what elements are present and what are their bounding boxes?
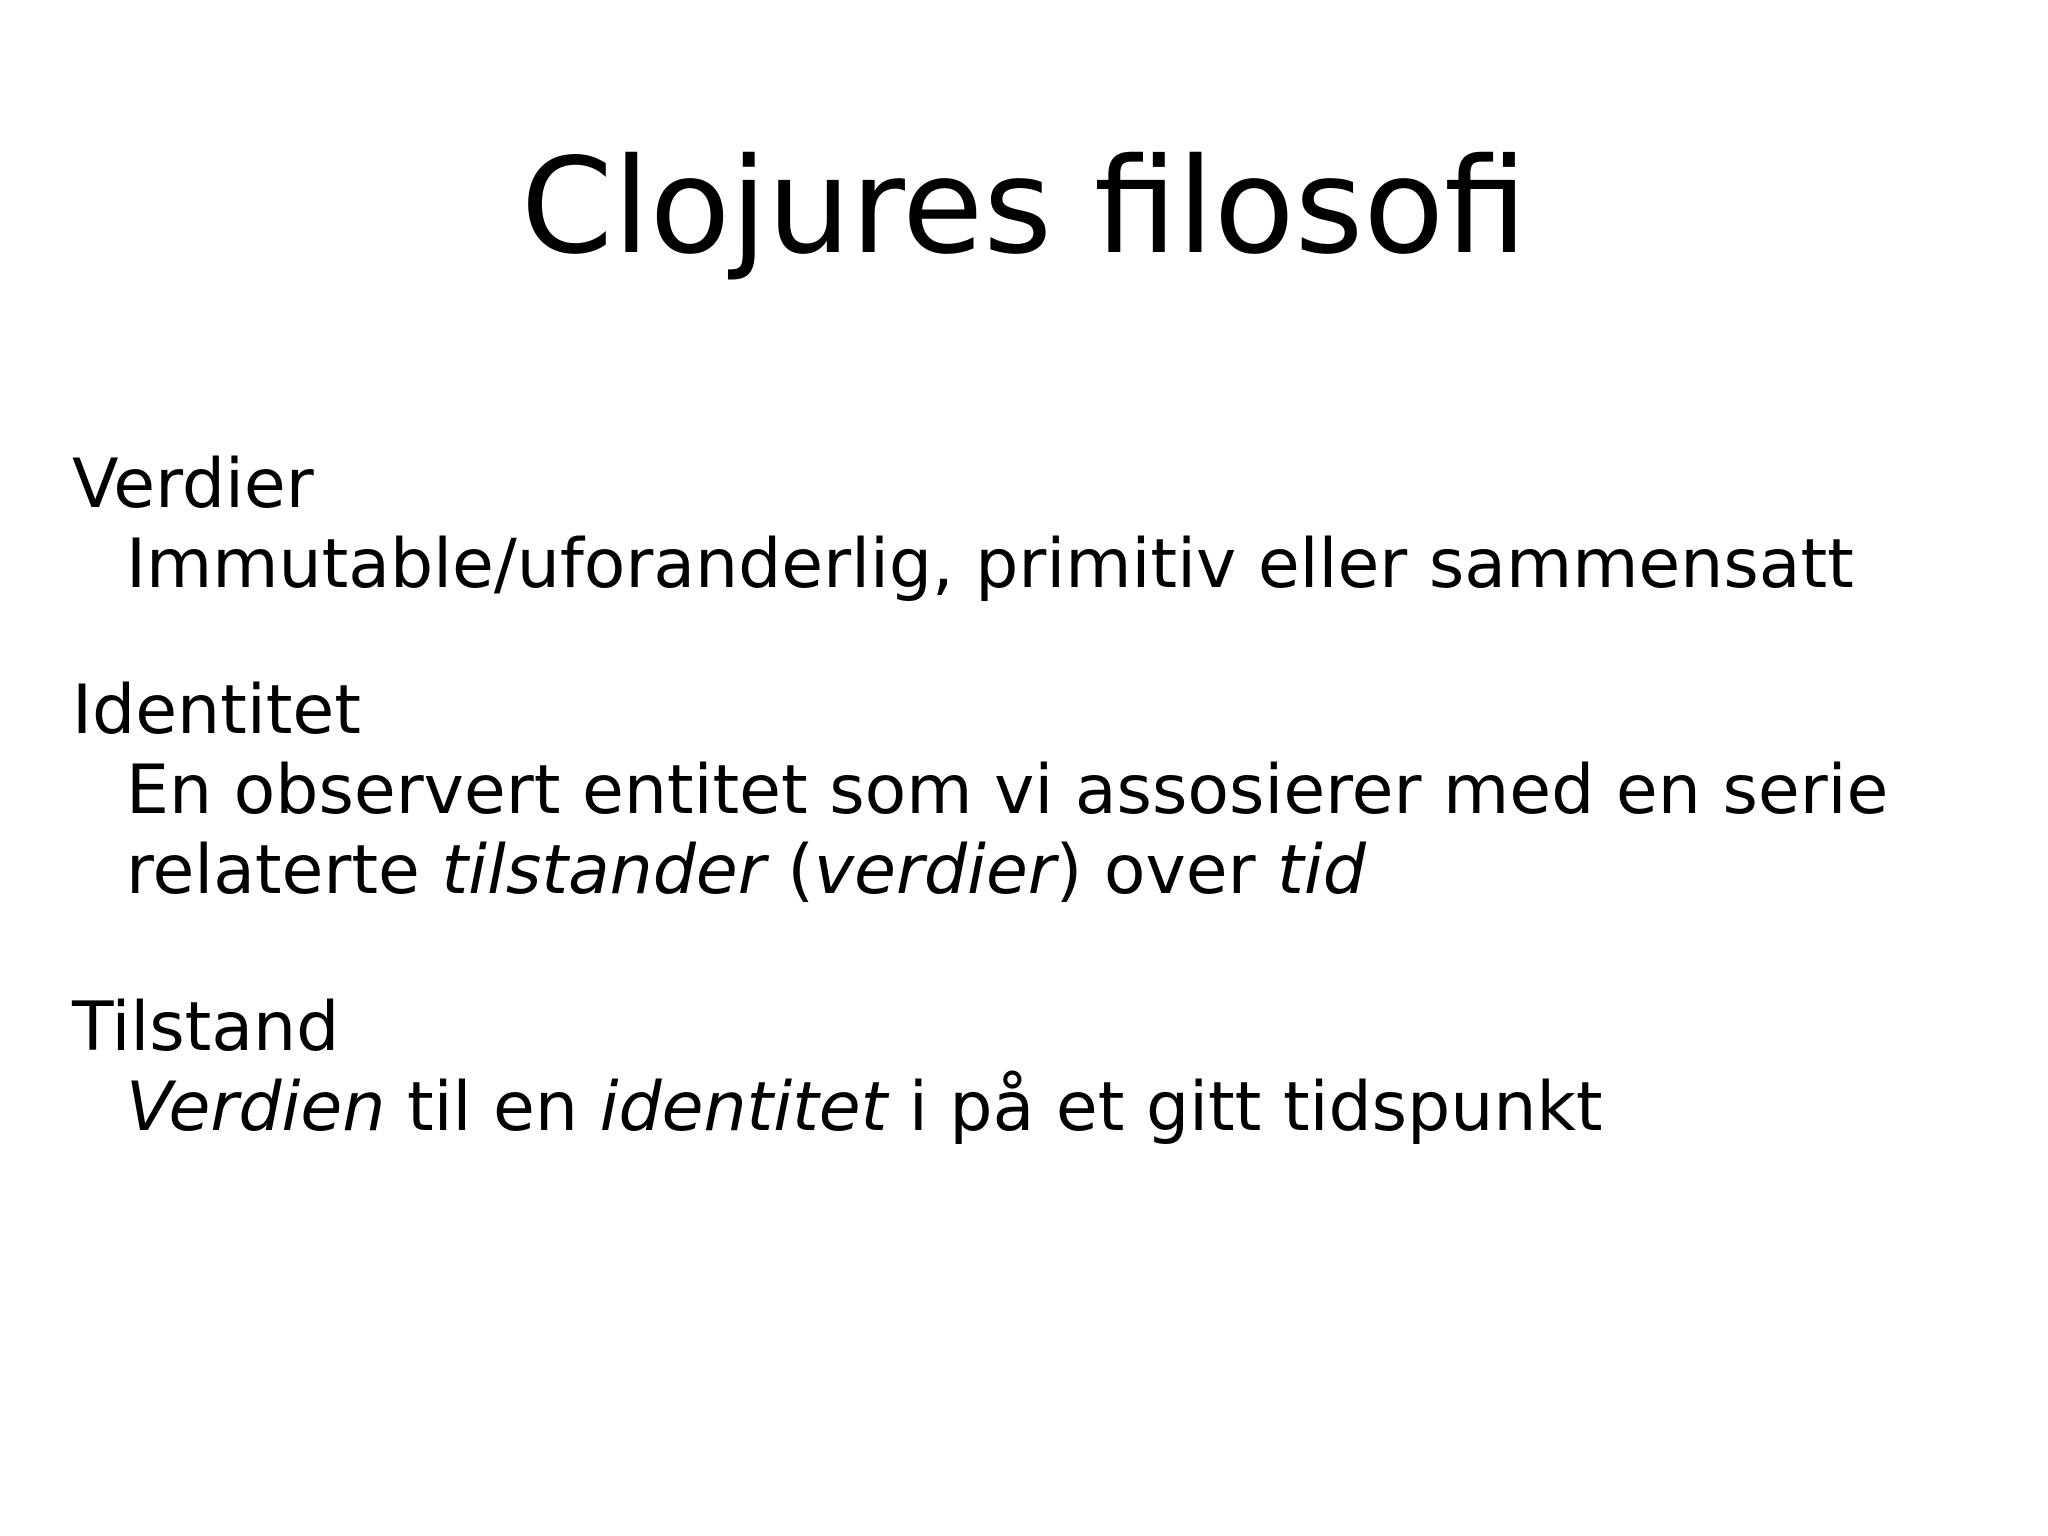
term-identitet: Identitet [72, 671, 361, 750]
definition-identitet-line-1 [126, 751, 1888, 831]
emphasis-verdien: Verdien [126, 1068, 386, 1147]
definition-text: En observert entitet som vi assosierer med en serie [126, 751, 1889, 830]
definition-identitet-line-2 [126, 831, 1888, 911]
definition-text: i på et gitt tidspunkt [887, 1068, 1603, 1147]
emphasis-tilstander: tilstander [441, 831, 766, 910]
term-group-tilstand [72, 988, 1603, 1148]
term-group-identitet [72, 671, 1888, 911]
definition-text: Immutable/uforanderlig, primitiv eller sammensatt [126, 525, 1854, 604]
emphasis-tid: tid [1277, 831, 1366, 910]
term-verdier: Verdier [72, 445, 314, 524]
definition-tilstand-line-1 [126, 1068, 1603, 1148]
term-group-verdier [72, 445, 1854, 605]
definition-text: ( [765, 831, 814, 910]
slide-title: Clojures filosofi [520, 130, 1528, 284]
definition-text: relaterte [126, 831, 442, 910]
term-tilstand: Tilstand [72, 988, 340, 1067]
definition-verdier-line-1 [126, 525, 1854, 605]
emphasis-identitet: identitet [599, 1068, 888, 1147]
emphasis-verdier: verdier [813, 831, 1056, 910]
definition-text: til en [385, 1068, 600, 1147]
definition-text: ) over [1055, 831, 1278, 910]
